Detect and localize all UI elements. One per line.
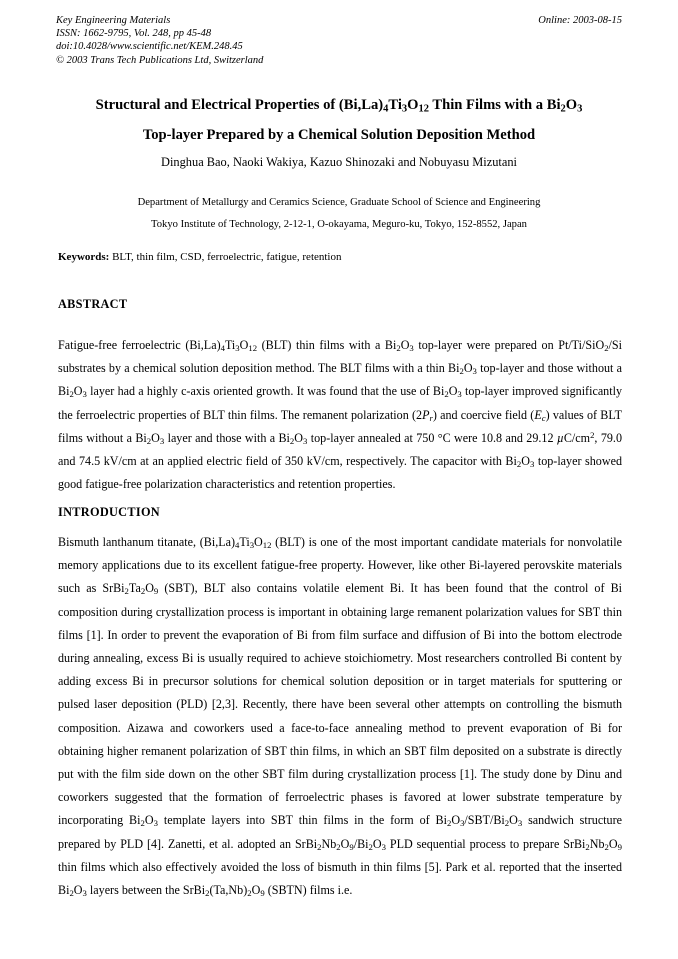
affiliation (56, 192, 622, 236)
author-list: Dinghua Bao, Naoki Wakiya, Kazuo Shinozaki and Nobuyasu Mizutani (161, 155, 517, 169)
page-title (56, 90, 622, 150)
keywords-value: BLT, thin film, CSD, ferroelectric, fatigue, retention (112, 251, 342, 263)
keywords-label: Keywords: (58, 251, 113, 263)
affiliation-line-1: Department of Metallurgy and Ceramics Science, Graduate School of Science and Engineering (137, 197, 541, 208)
journal-online-date: Online: 2003-08-15 (538, 15, 622, 26)
journal-issn-volume: ISSN: 1662-9795, Vol. 248, pp 45-48 (56, 28, 212, 40)
abstract-text: Fatigue-free ferroelectric $(Bi,La)_4Ti_3O_{12}$ (BLT) thin films with a $Bi_2O_3$ top-layer were prepared on Pt/Ti/SiO$_2$/Si substrates by a chemical solution deposition method. The BLT films with a thin $Bi_2O_3$ top-layer and those without a $Bi_2O_3$ layer had a highly c-axis oriented growth. It was found that the use of $Bi_2O_3$ top-layer improved significantly the ferroelectric properties of BLT thin films. The remanent polarization $(2P_r)$ and coercive field $(E_c)$ values of BLT films without a $Bi_2O_3$ layer and those with a $Bi_2O_3$ top-layer annealed at 750 °C were 10.8 and 29.12 $\mu C/cm^2$, 79.0 and 74.5 kV/cm at an applied electric field of 350 kV/cm, respectively. The capacitor with $Bi_2O_3$ top-layer showed good fatigue-free polarization characteristics and retention properties. (58, 338, 622, 492)
page-title-line-2: Top-layer Prepared by a Chemical Solution Deposition Method (142, 126, 536, 143)
journal-doi: doi:10.4028/www.scientific.net/KEM.248.45 (56, 41, 243, 53)
introduction-heading: INTRODUCTION (58, 505, 160, 519)
affiliation-line-2: Tokyo Institute of Technology, 2-12-1, O-okayama, Meguro-ku, Tokyo, 152-8552, Japan (151, 219, 527, 230)
abstract-heading: ABSTRACT (58, 297, 128, 311)
introduction-text: Bismuth lanthanum titanate, $(Bi,La)_4Ti_3O_{12}$ (BLT) is one of the most important candidate materials for nonvolatile memory applications due to its excellent fatigue-free property. However, like other Bi-layered perovskite materials such as $SrBi_2Ta_2O_9$ (SBT), BLT also contains volatile element Bi. It has been found that the control of Bi composition during crystallization process is important in obtaining large remanent polarization values for SBT thin films [1]. In order to prevent the evaporation of Bi from film surface and diffusion of Bi into the bottom electrode during annealing, excess Bi is usually required to achieve stoichiometry. Most researchers controlled Bi content by adding excess Bi in precursor solutions for chemical solution deposition or in target materials for sputtering or pulsed laser deposition (PLD) [2,3]. Recently, there have been several other attempts on controlling the bismuth composition. Aizawa and coworkers used a face-to-face annealing method to prevent evaporation of Bi for obtaining higher remanent polarization of SBT thin films, in which an SBT film deposited on a substrate is directly put with the film side down on the other SBT film during crystallization process [1]. The study done by Dinu and coworkers suggested that the formation of ferroelectric phases is favored at lower substrate temperature by incorporating $Bi_2O_3$ template layers into SBT thin films in the form of $Bi_2O_3/SBT/Bi_2O_3$ sandwich structure prepared by PLD [4]. Zanetti, et al. adopted an $SrBi_2Nb_2O_9/Bi_2O_3$ PLD sequential process to prepare $SrBi_2Nb_2O_9$ thin films which also effectively avoided the loss of bismuth in thin films [5]. Park et al. reported that the inserted $Bi_2O_3$ layers between the $SrBi_2(Ta,Nb)_2O_9$ (SBTN) films i.e. (58, 535, 622, 898)
journal-header (56, 14, 622, 67)
journal-name: Key Engineering Materials (56, 15, 171, 26)
journal-copyright: © 2003 Trans Tech Publications Ltd, Switzerland (56, 54, 264, 66)
page-title-line-1: Structural and Electrical Properties of $(Bi,La)_4Ti_3O_{12}$ Thin Films with a $Bi_2O_3$ (95, 96, 583, 115)
journal-header-left (56, 14, 263, 67)
keywords (58, 251, 622, 263)
